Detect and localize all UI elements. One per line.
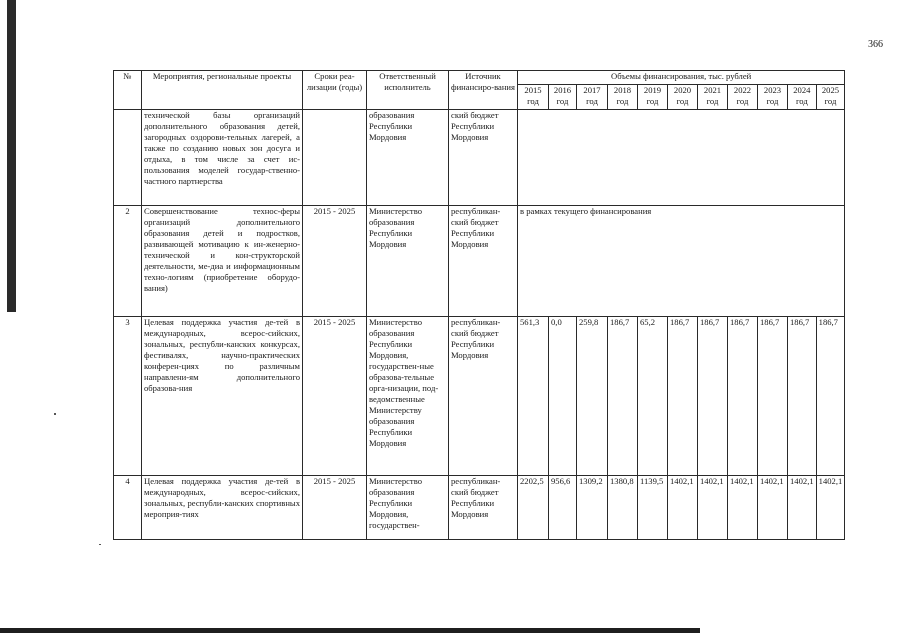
row-num [114, 110, 142, 206]
row-measure: Совершенствование технос-феры организаций дополнительного образования детей и подростков, развивающей мотивацию к ин-женерно-технической и кон-структорской деятельности, ме-диа и информационным техно-логиям (приобретение оборудо-вания) [142, 206, 303, 317]
row-period [303, 110, 367, 206]
row-source: республикан-ский бюджет Республики Мордовия [449, 317, 518, 476]
row-source: республикан-ский бюджет Республики Мордовия [449, 476, 518, 540]
header-year: 2024 год [788, 85, 817, 110]
header-period: Сроки реа-лизации (годы) [303, 71, 367, 110]
header-year: 2022 год [728, 85, 758, 110]
table-row [114, 317, 845, 476]
funding-table [113, 70, 845, 540]
value-cell: 1402,1 [698, 476, 728, 540]
scan-speck [54, 413, 56, 415]
header-year: 2019 год [638, 85, 668, 110]
header-year: 2016 год [549, 85, 577, 110]
row-executor: Министерство образования Республики Мордовия, государствен- [367, 476, 449, 540]
row-period: 2015 - 2025 [303, 206, 367, 317]
value-cell: 186,7 [608, 317, 638, 476]
value-cell: 186,7 [728, 317, 758, 476]
row-measure: Целевая поддержка участия де-тей в международных, всерос-сийских, зональных, республи-канских спортивных мероприя-тиях [142, 476, 303, 540]
table-row [114, 476, 845, 540]
header-source: Источник финансиро-вания [449, 71, 518, 110]
table-row [114, 206, 845, 317]
scan-speck [99, 544, 101, 545]
value-cell: 1402,1 [728, 476, 758, 540]
row-source: ский бюджет Республики Мордовия [449, 110, 518, 206]
value-cell: 186,7 [758, 317, 788, 476]
row-num: 3 [114, 317, 142, 476]
table-row [114, 110, 845, 206]
header-year: 2015 год [518, 85, 549, 110]
value-cell: 186,7 [788, 317, 817, 476]
value-cell: 186,7 [668, 317, 698, 476]
page-number: 366 [868, 39, 883, 50]
value-cell: 1309,2 [577, 476, 608, 540]
header-year: 2020 год [668, 85, 698, 110]
value-cell: 956,6 [549, 476, 577, 540]
value-cell: 1139,5 [638, 476, 668, 540]
header-num: № [114, 71, 142, 110]
value-cell: 186,7 [816, 317, 845, 476]
row-period: 2015 - 2025 [303, 317, 367, 476]
value-cell: 1402,1 [668, 476, 698, 540]
row-executor: Министерство образования Республики Мордовия, государствен-ные образова-тельные орга-низации, под-ведомственные Министерству образования Республики Мордовия [367, 317, 449, 476]
value-cell: 1380,8 [608, 476, 638, 540]
row-num: 2 [114, 206, 142, 317]
value-cell: 1402,1 [758, 476, 788, 540]
row-executor: Министерство образования Республики Мордовия [367, 206, 449, 317]
header-measures: Мероприятия, региональные проекты [142, 71, 303, 110]
value-cell: 1402,1 [816, 476, 845, 540]
header-year: 2021 год [698, 85, 728, 110]
header-year: 2023 год [758, 85, 788, 110]
header-funding: Объемы финансирования, тыс. рублей [518, 71, 845, 85]
scan-edge-left [7, 0, 16, 312]
header-executor: Ответственный исполнитель [367, 71, 449, 110]
row-note: в рамках текущего финансирования [518, 206, 845, 317]
row-source: республикан-ский бюджет Республики Мордовия [449, 206, 518, 317]
row-measure: технической базы организаций дополнительного образования детей, загородных оздорови-тельных лагерей, а также по созданию новых зон досуга и отдыха, в том числе за счет ис-пользования моделей государ-ственно-частного партнерства [142, 110, 303, 206]
row-num: 4 [114, 476, 142, 540]
row-note [518, 110, 845, 206]
value-cell: 259,8 [577, 317, 608, 476]
value-cell: 2202,5 [518, 476, 549, 540]
row-period: 2015 - 2025 [303, 476, 367, 540]
header-year: 2018 год [608, 85, 638, 110]
value-cell: 1402,1 [788, 476, 817, 540]
value-cell: 65,2 [638, 317, 668, 476]
scan-edge-bottom [0, 628, 700, 633]
header-year: 2025 год [816, 85, 845, 110]
header-year: 2017 год [577, 85, 608, 110]
value-cell: 186,7 [698, 317, 728, 476]
value-cell: 561,3 [518, 317, 549, 476]
value-cell: 0,0 [549, 317, 577, 476]
row-executor: образования Республики Мордовия [367, 110, 449, 206]
row-measure: Целевая поддержка участия де-тей в международных, всерос-сийских, зональных, республи-канских конкурсах, фестивалях, научно-практических конферен-циях по различным направлени-ям дополнительного образова-ния [142, 317, 303, 476]
